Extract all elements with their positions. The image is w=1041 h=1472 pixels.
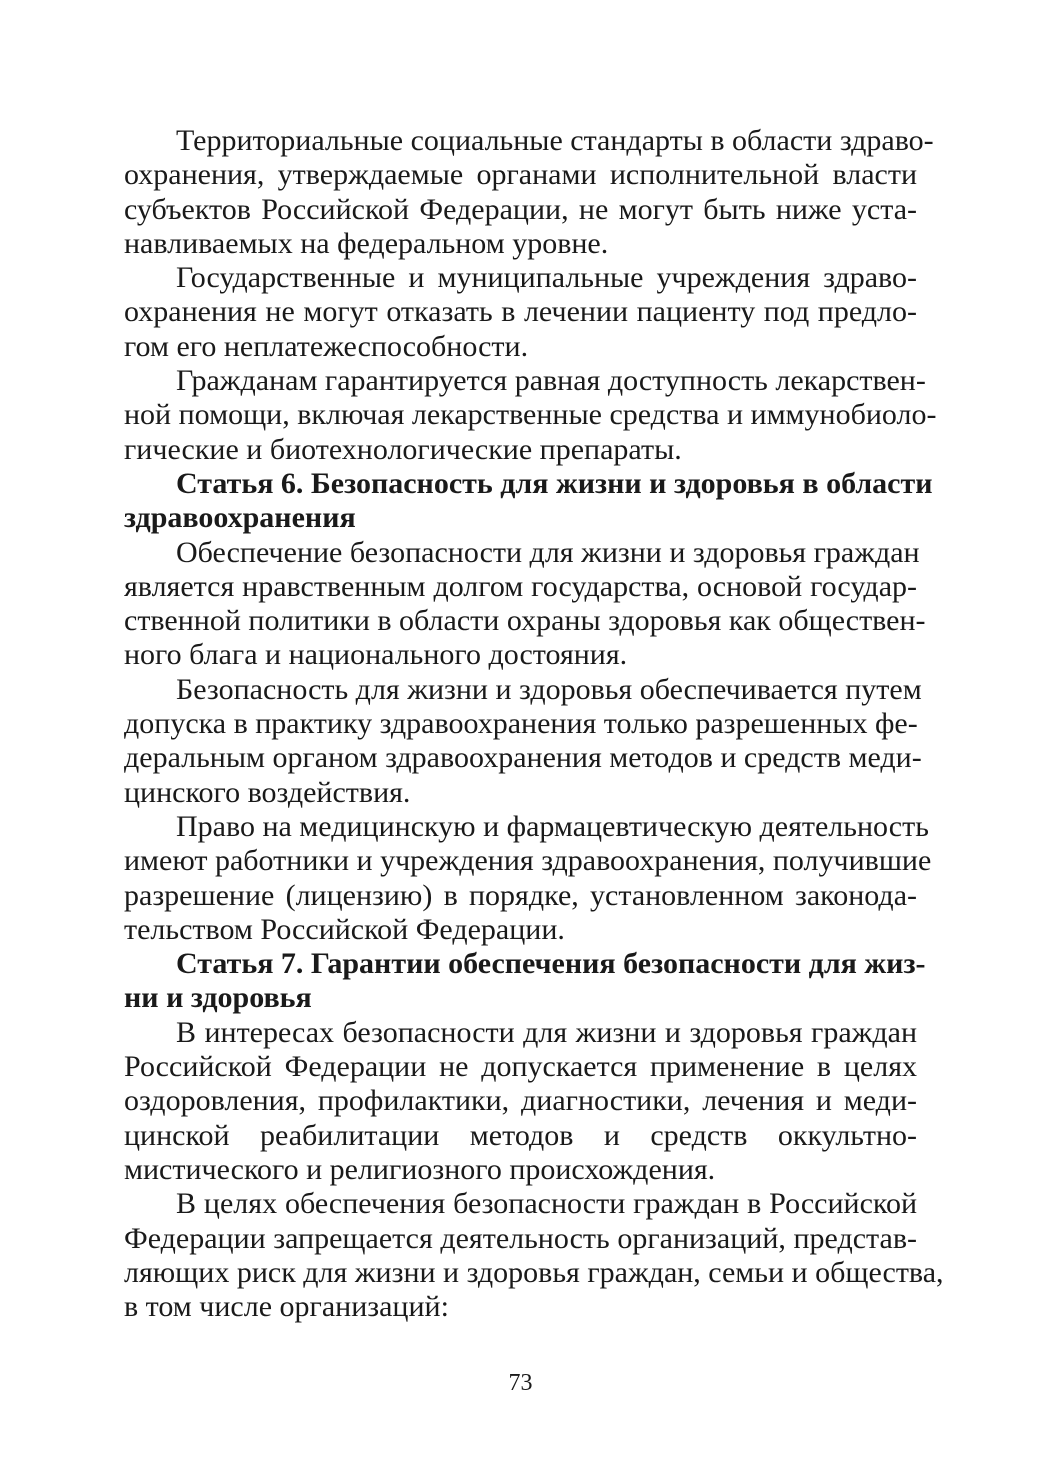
paragraph	[124, 1016, 917, 1187]
heading-line: здравоохранения	[124, 501, 356, 535]
text-line: в том числе организаций:	[124, 1290, 449, 1324]
text-line: Безопасность для жизни и здоровья обеспечивается путем	[176, 672, 922, 706]
text-line: тельством Российской Федерации.	[124, 912, 565, 946]
paragraph	[124, 1187, 944, 1324]
heading-line: ни и здоровья	[124, 981, 312, 1015]
page-body	[124, 124, 944, 1324]
text-line: навливаемых на федеральном уровне.	[124, 226, 609, 260]
article-heading	[124, 466, 933, 536]
text-line: Право на медицинскую и фармацевтическую деятельность	[176, 809, 929, 843]
text-line: Российской Федерации не допускается применение в целях	[124, 1050, 917, 1084]
text-line: ной помощи, включая лекарственные средства и иммунобиоло-	[124, 398, 937, 432]
paragraph	[124, 672, 922, 810]
text-line: В целях обеспечения безопасности граждан в Российской	[176, 1187, 917, 1221]
text-line: имеют работники и учреждения здравоохранения, получившие	[124, 844, 932, 878]
text-line: разрешение (лицензию) в порядке, установленном законода-	[124, 878, 917, 912]
text-line: мистического и религиозного происхождения.	[124, 1152, 716, 1186]
text-line: Гражданам гарантируется равная доступность лекарствен-	[176, 364, 926, 398]
text-line: допуска в практику здравоохранения только разрешенных фе-	[124, 707, 918, 741]
text-line: субъектов Российской Федерации, не могут быть ниже уста-	[124, 192, 917, 226]
text-line: Государственные и муниципальные учреждения здраво-	[176, 261, 917, 295]
heading-line: Статья 7. Гарантии обеспечения безопасности для жиз-	[176, 947, 926, 981]
text-line: является нравственным долгом государства, основой государ-	[124, 569, 917, 603]
text-line: Федерации запрещается деятельность организаций, представ-	[124, 1221, 917, 1255]
text-line: ственной политики в области охраны здоровья как обществен-	[124, 604, 926, 638]
text-line: охранения, утверждаемые органами исполнительной власти	[124, 158, 917, 192]
text-line: цинского воздействия.	[124, 775, 411, 809]
paragraph	[124, 124, 934, 261]
text-line: ного блага и национального достояния.	[124, 638, 628, 672]
text-line: Обеспечение безопасности для жизни и здоровья граждан	[176, 535, 920, 569]
text-line: В интересах безопасности для жизни и здоровья граждан	[176, 1015, 917, 1049]
text-line: цинской реабилитации методов и средств оккультно-	[124, 1118, 917, 1152]
page-number: 73	[508, 1370, 533, 1396]
text-line: гом его неплатежеспособности.	[124, 329, 529, 363]
paragraph	[124, 809, 932, 947]
text-line: Территориальные социальные стандарты в области здраво-	[176, 124, 934, 157]
text-line: деральным органом здравоохранения методов и средств меди-	[124, 741, 922, 775]
text-line: гические и биотехнологические препараты.	[124, 432, 682, 466]
paragraph	[124, 261, 917, 364]
article-heading	[124, 947, 926, 1016]
heading-line: Статья 6. Безопасность для жизни и здоровья в области	[176, 466, 933, 500]
text-line: ляющих риск для жизни и здоровья граждан, семьи и общества,	[124, 1255, 944, 1289]
text-line: оздоровления, профилактики, диагностики, лечения и меди-	[124, 1084, 917, 1118]
paragraph	[124, 364, 937, 467]
text-line: охранения не могут отказать в лечении пациенту под предло-	[124, 295, 917, 329]
paragraph	[124, 535, 926, 673]
